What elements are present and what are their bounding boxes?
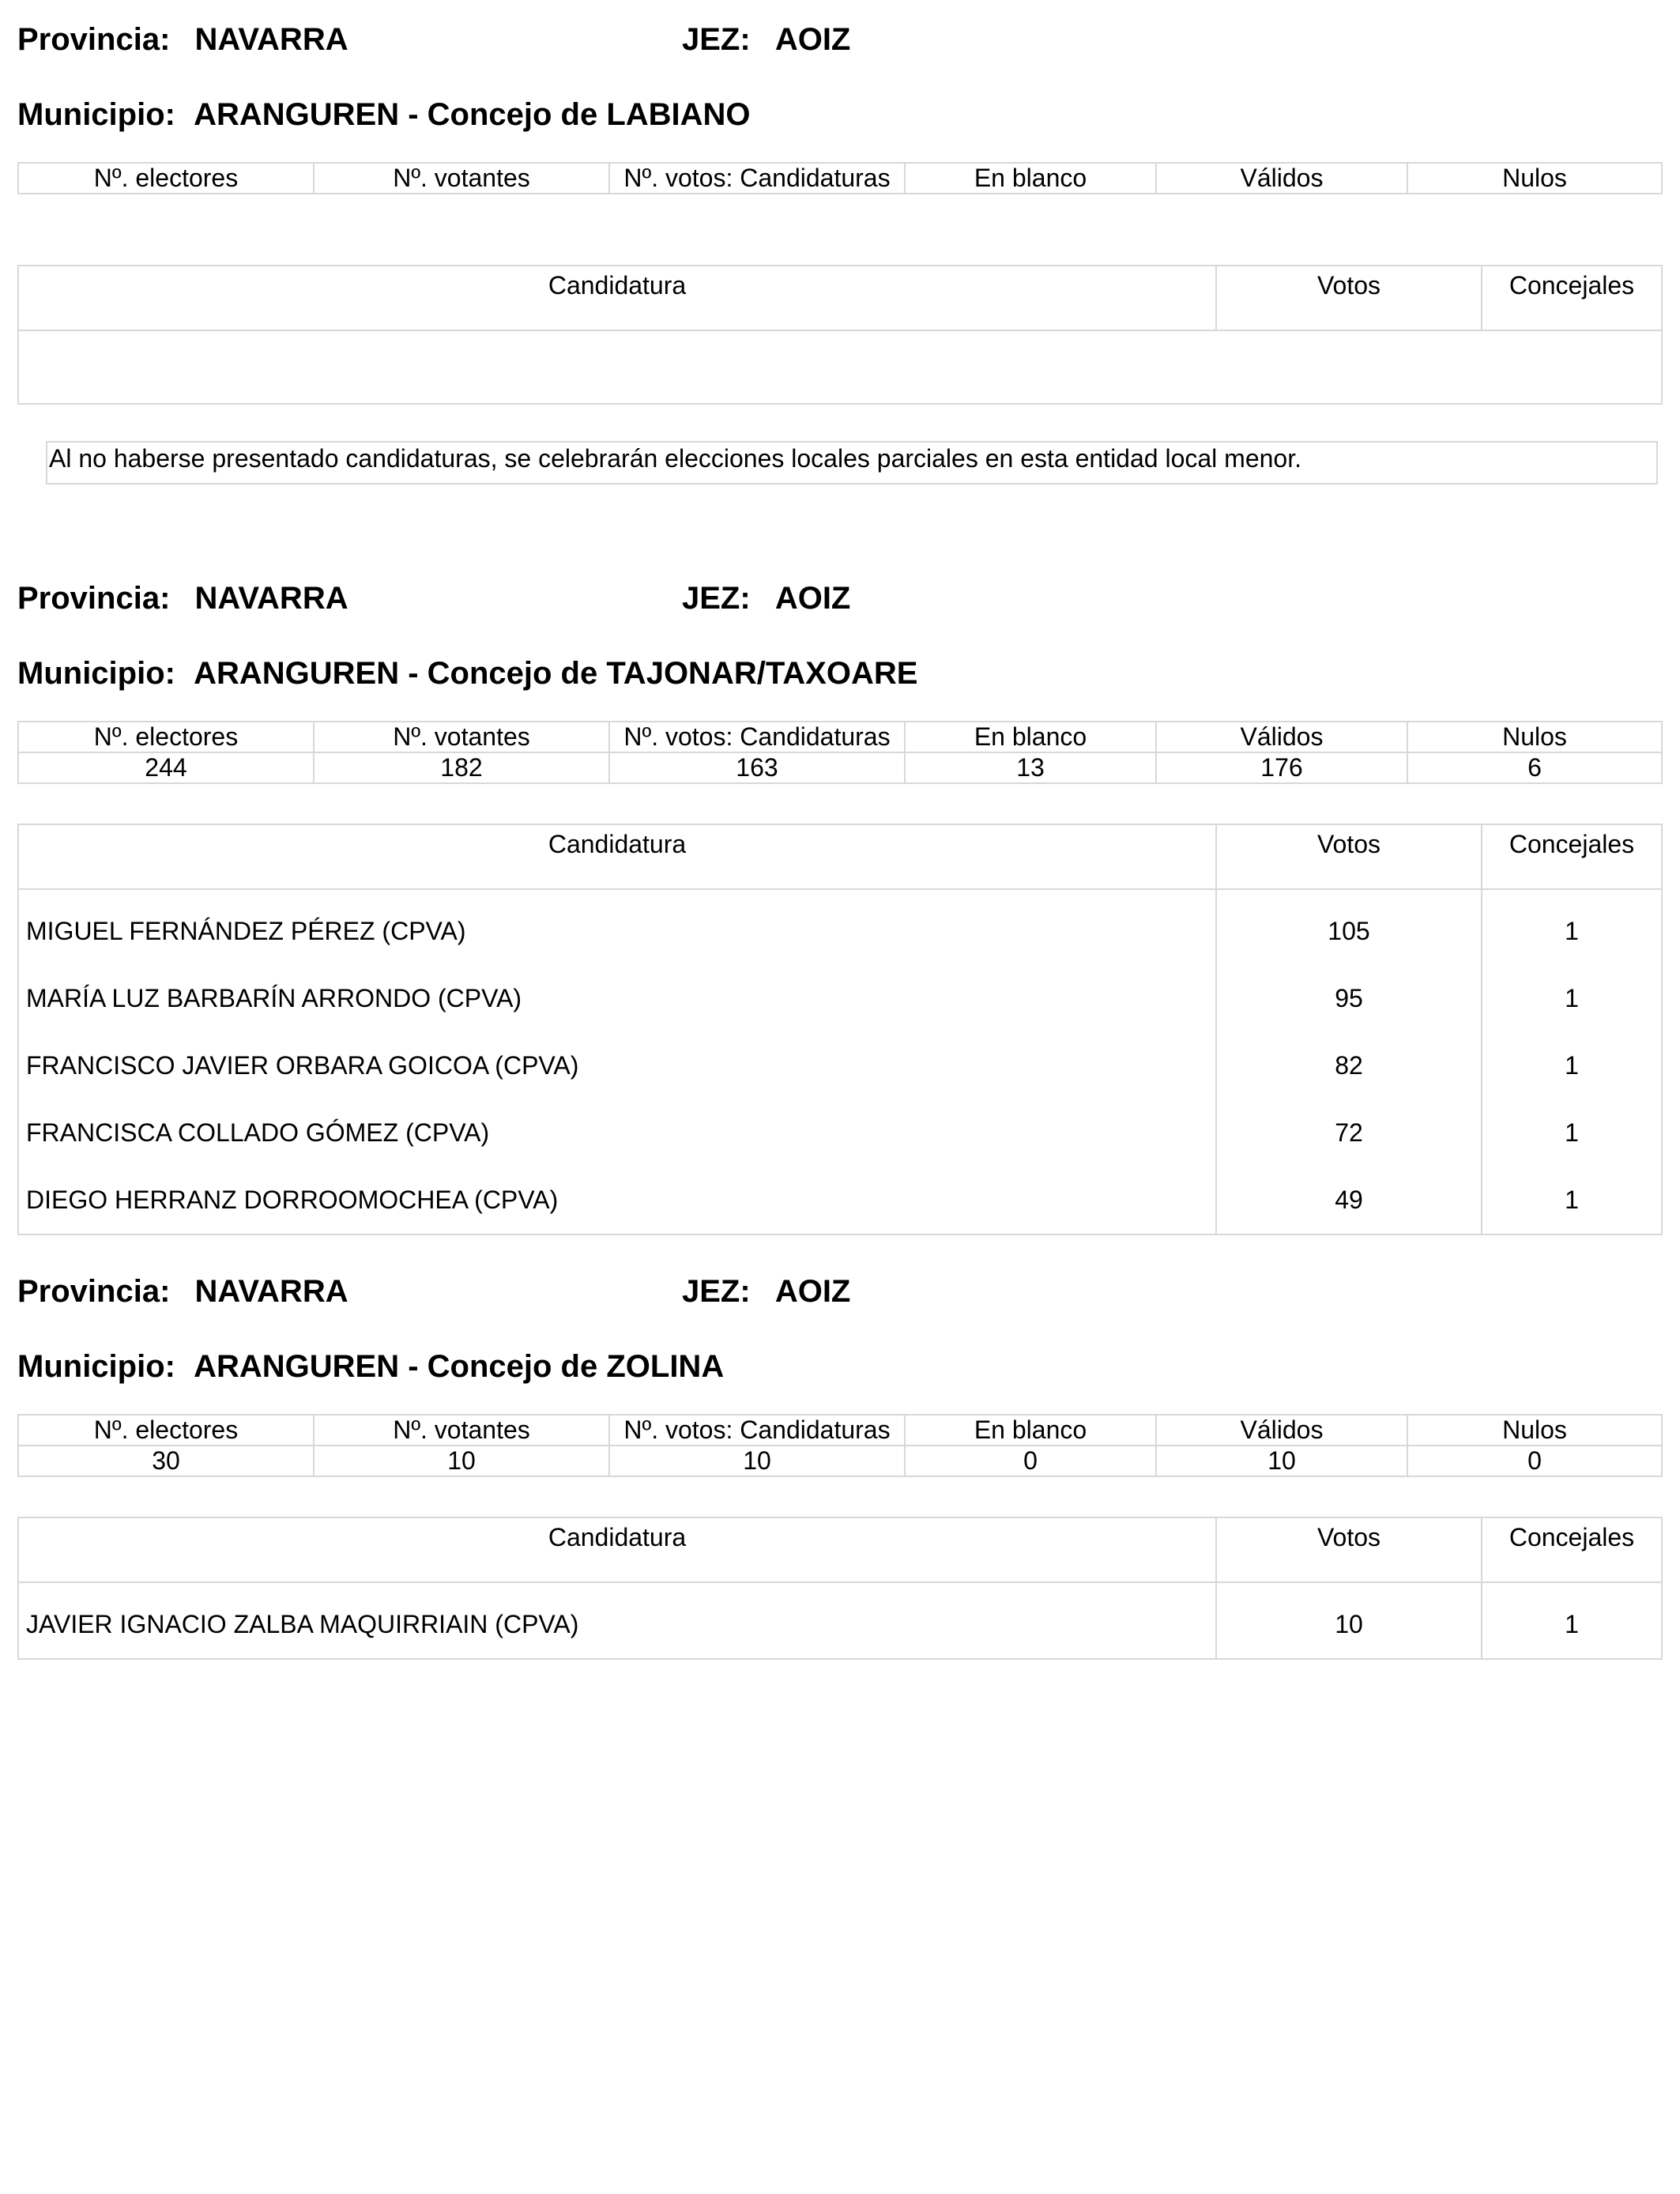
header-candidatura: Candidatura — [18, 266, 1216, 330]
stats-header-row — [18, 1415, 1662, 1446]
stats-header-votantes: Nº. votantes — [314, 722, 609, 752]
stats-header-votos-candidaturas: Nº. votos: Candidaturas — [609, 1415, 905, 1446]
candidate-votos: 105 — [1216, 889, 1482, 965]
candidate-votos: 49 — [1216, 1167, 1482, 1235]
municipio-value: ARANGUREN - Concejo de ZOLINA — [194, 1349, 725, 1384]
stats-values-row — [18, 752, 1662, 783]
municipio-value: ARANGUREN - Concejo de TAJONAR/TAXOARE — [194, 656, 918, 691]
stats-header-votantes: Nº. votantes — [314, 1415, 609, 1446]
candidate-name: FRANCISCA COLLADO GÓMEZ (CPVA) — [18, 1099, 1216, 1167]
stats-header-nulos: Nulos — [1407, 1415, 1662, 1446]
stats-table — [17, 721, 1663, 784]
jez-label: JEZ: — [682, 22, 751, 57]
candidates-header-row — [18, 1517, 1662, 1582]
municipio-label: Municipio: — [17, 1349, 175, 1384]
candidate-concejales: 1 — [1482, 965, 1662, 1032]
provincia-value: NAVARRA — [194, 581, 348, 616]
stats-header-votos-candidaturas: Nº. votos: Candidaturas — [609, 163, 905, 194]
jez-line — [682, 582, 850, 614]
candidate-votos: 72 — [1216, 1099, 1482, 1167]
header-votos: Votos — [1216, 1517, 1482, 1582]
stats-values-row — [18, 1446, 1662, 1476]
candidates-header-row — [18, 824, 1662, 889]
stats-header-validos: Válidos — [1156, 722, 1407, 752]
jez-value: AOIZ — [774, 581, 851, 616]
candidate-concejales: 1 — [1482, 1032, 1662, 1099]
jez-label: JEZ: — [682, 581, 751, 616]
jez-value: AOIZ — [774, 22, 851, 57]
candidate-row — [18, 1032, 1662, 1099]
provincia-value: NAVARRA — [194, 22, 348, 57]
candidate-name: DIEGO HERRANZ DORROOMOCHEA (CPVA) — [18, 1167, 1216, 1235]
candidates-table — [17, 824, 1663, 1235]
candidate-concejales: 1 — [1482, 1099, 1662, 1167]
stats-header-validos: Válidos — [1156, 1415, 1407, 1446]
candidate-concejales: 1 — [1482, 1582, 1662, 1659]
municipio-line — [17, 99, 751, 130]
municipio-label: Municipio: — [17, 656, 175, 691]
candidates-header-row — [18, 266, 1662, 330]
stats-value-validos: 176 — [1156, 752, 1407, 783]
candidate-votos: 10 — [1216, 1582, 1482, 1659]
stats-value-votos-candidaturas: 163 — [609, 752, 905, 783]
header-votos: Votos — [1216, 266, 1482, 330]
no-candidates-note: Al no haberse presentado candidaturas, se celebrarán elecciones locales parciales en esta entidad local menor. — [46, 441, 1658, 484]
header-candidatura: Candidatura — [18, 824, 1216, 889]
stats-value-votantes: 182 — [314, 752, 609, 783]
municipio-label: Municipio: — [17, 97, 175, 132]
jez-label: JEZ: — [682, 1274, 751, 1309]
municipio-line — [17, 658, 917, 689]
provincia-line — [17, 24, 348, 55]
stats-value-en-blanco: 0 — [905, 1446, 1156, 1476]
header-candidatura: Candidatura — [18, 1517, 1216, 1582]
header-concejales: Concejales — [1482, 266, 1662, 330]
stats-header-row — [18, 163, 1662, 194]
jez-value: AOIZ — [774, 1274, 851, 1309]
stats-header-en-blanco: En blanco — [905, 163, 1156, 194]
header-votos: Votos — [1216, 824, 1482, 889]
candidates-table — [17, 265, 1663, 405]
candidate-name: MIGUEL FERNÁNDEZ PÉREZ (CPVA) — [18, 889, 1216, 965]
stats-value-en-blanco: 13 — [905, 752, 1156, 783]
candidate-votos: 95 — [1216, 965, 1482, 1032]
candidate-concejales: 1 — [1482, 889, 1662, 965]
candidate-row — [18, 965, 1662, 1032]
stats-value-validos: 10 — [1156, 1446, 1407, 1476]
candidate-name: JAVIER IGNACIO ZALBA MAQUIRRIAIN (CPVA) — [18, 1582, 1216, 1659]
stats-header-electores: Nº. electores — [18, 722, 314, 752]
stats-value-votos-candidaturas: 10 — [609, 1446, 905, 1476]
provincia-line — [17, 582, 348, 614]
municipio-value: ARANGUREN - Concejo de LABIANO — [194, 97, 751, 132]
stats-header-row — [18, 722, 1662, 752]
candidates-table — [17, 1517, 1663, 1660]
jez-line — [682, 1276, 850, 1307]
stats-table — [17, 162, 1663, 194]
stats-value-electores: 244 — [18, 752, 314, 783]
empty-candidates-row — [18, 330, 1662, 404]
candidate-name: MARÍA LUZ BARBARÍN ARRONDO (CPVA) — [18, 965, 1216, 1032]
stats-value-votantes: 10 — [314, 1446, 609, 1476]
candidate-row — [18, 889, 1662, 965]
provincia-value: NAVARRA — [194, 1274, 348, 1309]
candidate-row — [18, 1167, 1662, 1235]
stats-value-nulos: 6 — [1407, 752, 1662, 783]
stats-header-electores: Nº. electores — [18, 1415, 314, 1446]
candidate-name: FRANCISCO JAVIER ORBARA GOICOA (CPVA) — [18, 1032, 1216, 1099]
provincia-label: Provincia: — [17, 22, 171, 57]
header-concejales: Concejales — [1482, 1517, 1662, 1582]
provincia-line — [17, 1276, 348, 1307]
stats-header-en-blanco: En blanco — [905, 722, 1156, 752]
stats-header-votantes: Nº. votantes — [314, 163, 609, 194]
candidate-row — [18, 1582, 1662, 1659]
candidate-row — [18, 1099, 1662, 1167]
stats-header-nulos: Nulos — [1407, 722, 1662, 752]
jez-line — [682, 24, 850, 55]
provincia-label: Provincia: — [17, 1274, 171, 1309]
stats-value-electores: 30 — [18, 1446, 314, 1476]
stats-header-electores: Nº. electores — [18, 163, 314, 194]
stats-header-validos: Válidos — [1156, 163, 1407, 194]
stats-table — [17, 1414, 1663, 1477]
provincia-label: Provincia: — [17, 581, 171, 616]
stats-header-nulos: Nulos — [1407, 163, 1662, 194]
candidate-votos: 82 — [1216, 1032, 1482, 1099]
stats-header-votos-candidaturas: Nº. votos: Candidaturas — [609, 722, 905, 752]
stats-value-nulos: 0 — [1407, 1446, 1662, 1476]
municipio-line — [17, 1351, 724, 1382]
header-concejales: Concejales — [1482, 824, 1662, 889]
stats-header-en-blanco: En blanco — [905, 1415, 1156, 1446]
candidate-concejales: 1 — [1482, 1167, 1662, 1235]
